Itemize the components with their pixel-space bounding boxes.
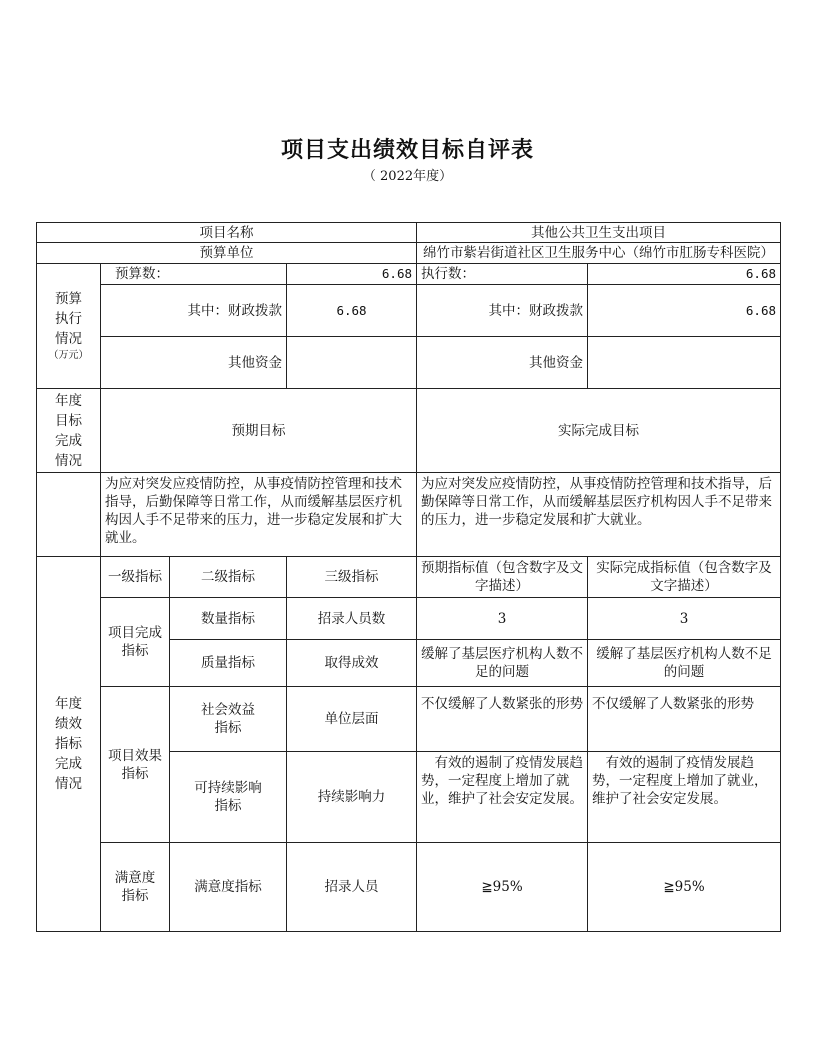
row-3-level2-text: 社会效益指标 [201, 702, 255, 736]
row-1-actual: 3 [588, 598, 781, 640]
goal-text-blank [37, 473, 101, 557]
row-5-level2: 满意度指标 [170, 843, 287, 932]
row-4-level2-text: 可持续影响指标 [194, 780, 262, 814]
budget-section-text: 预算执行情况 [55, 291, 82, 347]
col-level2-header: 二级指标 [170, 557, 287, 598]
col-actual-header: 实际完成指标值（包含数字及文字描述） [588, 557, 781, 598]
col-level3-header: 三级指标 [287, 557, 417, 598]
row-4-level2 [170, 752, 287, 843]
group-2-level1 [101, 687, 170, 843]
row-5-expected: ≧95% [417, 843, 588, 932]
row-1-level3: 招录人员数 [287, 598, 417, 640]
row-5-actual: ≧95% [588, 843, 781, 932]
perf-section-label [37, 557, 101, 932]
year-subtitle: （ 2022年度） [362, 169, 453, 184]
other-funds-label: 其他资金 [101, 337, 287, 389]
group-1-level1-text: 项目完成指标 [108, 625, 162, 659]
row-3-level2 [170, 687, 287, 752]
page-title: 项目支出绩效目标自评表 [280, 137, 534, 163]
fiscal-row [37, 285, 781, 337]
unit-row [37, 243, 781, 264]
goal-text-row [37, 473, 781, 557]
performance-table [36, 222, 781, 932]
actual-goal-label: 实际完成目标 [417, 389, 781, 473]
unit-label: 预算单位 [37, 243, 417, 264]
expected-goal-label: 预期目标 [101, 389, 417, 473]
goal-section-text: 年度目标完成情况 [55, 392, 82, 469]
col-expected-header: 预期指标值（包含数字及文字描述） [417, 557, 588, 598]
row-5-level3: 招录人员 [287, 843, 417, 932]
perf-section-text: 年度绩效指标完成情况 [55, 696, 82, 792]
group-1-level1 [101, 598, 170, 687]
other-funds-row [37, 337, 781, 389]
row-3-expected: 不仅缓解了人数紧张的形势 [417, 687, 588, 752]
project-name-row [37, 223, 781, 243]
actual-goal-text: 为应对突发应疫情防控，从事疫情防控管理和技术指导，后勤保障等日常工作，从而缓解基层医疗机构因人手不足带来的压力，进一步稳定发展和扩大就业。 [417, 473, 781, 557]
project-name-value: 其他公共卫生支出项目 [417, 223, 781, 243]
exec-amount-label: 执行数： [417, 264, 588, 285]
goal-header-row [37, 389, 781, 473]
fiscal-label: 其中：财政拨款 [101, 285, 287, 337]
group-2-level1-text: 项目效果指标 [108, 747, 162, 782]
table-row [37, 843, 781, 932]
table-row [37, 687, 781, 752]
row-4-expected: 有效的遏制了疫情发展趋势，一定程度上增加了就业，维护了社会安定发展。 [417, 752, 588, 843]
budget-section-label [37, 264, 101, 389]
budget-amount-value: 6.68 [287, 264, 417, 285]
fiscal-exec-label: 其中：财政拨款 [417, 285, 588, 337]
col-level1-header [101, 557, 170, 598]
unit-value: 绵竹市紫岩街道社区卫生服务中心（绵竹市肛肠专科医院） [417, 243, 781, 264]
other-funds-exec-label: 其他资金 [417, 337, 588, 389]
row-4-level3: 持续影响力 [287, 752, 417, 843]
other-funds-exec-value [588, 337, 781, 389]
fiscal-exec-value: 6.68 [588, 285, 781, 337]
row-2-actual: 缓解了基层医疗机构人数不足的问题 [588, 640, 781, 687]
budget-unit-label: （万元） [48, 350, 89, 361]
row-2-level2: 质量指标 [170, 640, 287, 687]
row-4-actual: 有效的遏制了疫情发展趋势，一定程度上增加了就业，维护了社会安定发展。 [588, 752, 781, 843]
exec-amount-value: 6.68 [588, 264, 781, 285]
expected-goal-text: 为应对突发应疫情防控，从事疫情防控管理和技术指导，后勤保障等日常工作，从而缓解基层医疗机构因人手不足带来的压力，进一步稳定发展和扩大就业。 [101, 473, 417, 557]
group-3-level1 [101, 843, 170, 932]
project-name-label: 项目名称 [37, 223, 417, 243]
indicator-header-row [37, 557, 781, 598]
row-2-level3: 取得成效 [287, 640, 417, 687]
row-3-actual: 不仅缓解了人数紧张的形势 [588, 687, 781, 752]
col-level1-text: 一级指标 [108, 569, 162, 585]
row-2-expected: 缓解了基层医疗机构人数不足的问题 [417, 640, 588, 687]
group-3-level1-text: 满意度指标 [114, 870, 156, 904]
goal-section-label [37, 389, 101, 473]
row-1-expected: 3 [417, 598, 588, 640]
budget-amount-label: 预算数： [101, 264, 287, 285]
fiscal-budget-value: 6.68 [287, 285, 417, 337]
row-3-level3: 单位层面 [287, 687, 417, 752]
budget-amount-row [37, 264, 781, 285]
table-row [37, 598, 781, 640]
other-funds-budget-value [287, 337, 417, 389]
row-1-level2: 数量指标 [170, 598, 287, 640]
